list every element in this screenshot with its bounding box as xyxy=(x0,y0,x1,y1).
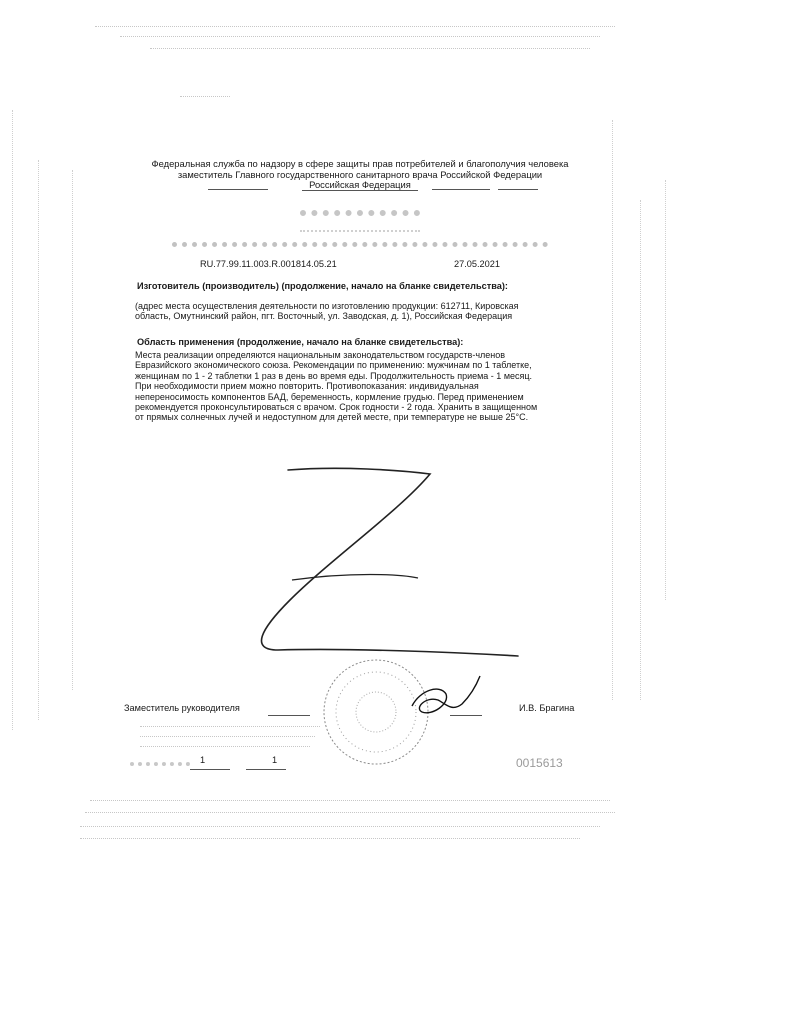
page-current: 1 xyxy=(200,755,206,765)
underline xyxy=(246,769,286,770)
signatory-name: И.В. Брагина xyxy=(519,703,575,713)
manufacturer-line: (адрес места осуществления деятельности по изготовлению продукции: 612711, Кировская xyxy=(135,301,519,311)
agency-name: Федеральная служба по надзору в сфере защиты прав потребителей и благополучия человека xyxy=(151,158,569,169)
scope-line: женщинам по 1 - 2 таблетки 1 раз в день во время еды. Продолжительность приема - 1 месяц. xyxy=(135,370,533,381)
registration-date: 27.05.2021 xyxy=(454,259,500,269)
scope-line: Евразийского экономического союза. Рекомендации по применению: мужчинам по 1 таблетке, xyxy=(135,360,532,371)
page-total: 1 xyxy=(272,755,278,765)
registration-number: RU.77.99.11.003.R.001814.05.21 xyxy=(200,259,337,269)
scope-line: от прямых солнечных лучей и недоступном для детей месте, при температуре не выше 25°С. xyxy=(135,412,529,423)
signatory-position: Заместитель руководителя xyxy=(124,703,240,713)
serial-number: 0015613 xyxy=(516,756,563,770)
deputy-title: заместитель Главного государственного санитарного врача Российской Федерации xyxy=(177,169,543,180)
scope-line: непереносимость компонентов БАД, беременность, кормление грудью. Перед применением xyxy=(135,391,524,402)
faded-page-label xyxy=(130,762,190,766)
country-name: Российская Федерация xyxy=(309,179,411,190)
underline xyxy=(190,769,230,770)
underline xyxy=(450,715,482,716)
scope-heading: Область применения (продолжение, начало на бланке свидетельства): xyxy=(137,337,464,347)
scope-line: рекомендуется проконсультироваться с врачом. Срок годности - 2 года. Хранить в защищенном xyxy=(135,402,538,413)
scope-line: Места реализации определяются национальным законодательством государств-членов xyxy=(135,350,506,360)
underline xyxy=(268,715,310,716)
manufacturer-line: область, Омутнинский район, пгт. Восточный, ул. Заводская, д. 1), Российская Федерация xyxy=(135,311,513,322)
scope-line: При необходимости прием можно повторить. Противопоказания: индивидуальная xyxy=(135,381,479,392)
manufacturer-heading: Изготовитель (производитель) (продолжение, начало на бланке свидетельства): xyxy=(137,281,508,291)
